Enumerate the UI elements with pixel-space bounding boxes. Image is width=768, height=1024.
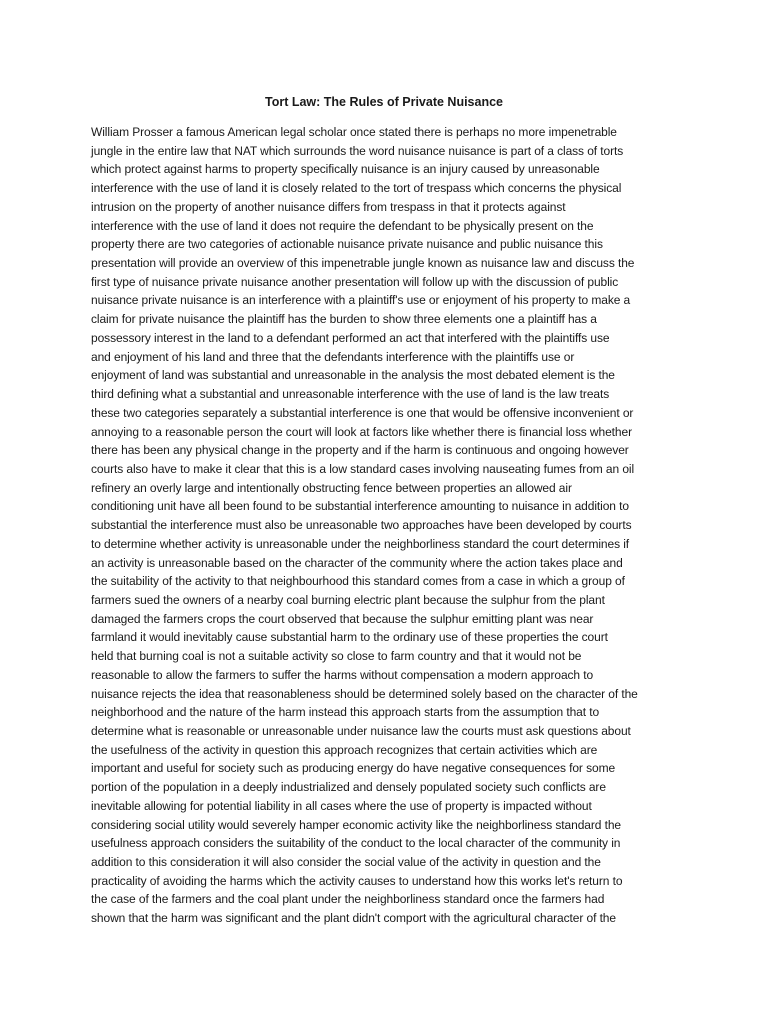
body-text-line: annoying to a reasonable person the court will look at factors like whether there is financial loss whether [91,424,632,439]
body-text-line: the case of the farmers and the coal plant under the neighborliness standard once the farmers had [91,892,605,907]
body-text-line: farmland it would inevitably cause substantial harm to the ordinary use of these properties the court [91,630,608,645]
body-text-line: and enjoyment of his land and three that the defendants interference with the plaintiffs use or [91,349,575,364]
body-text-line: portion of the population in a deeply industrialized and densely populated society such conflicts are [91,780,606,795]
body-text-line: enjoyment of land was substantial and unreasonable in the analysis the most debated element is the [91,368,615,383]
body-text-line: damaged the farmers crops the court observed that because the sulphur emitting plant was near [91,611,594,626]
body-text-line: considering social utility would severely hamper economic activity like the neighborliness standard the [91,817,622,832]
body-text-line: an activity is unreasonable based on the character of the community where the action takes place and [91,555,623,570]
body-text-line: courts also have to make it clear that this is a low standard cases involving nauseating fumes from an oil [91,461,635,476]
body-text-line: substantial the interference must also be unreasonable two approaches have been developed by courts [91,518,632,533]
body-text-line: inevitable allowing for potential liability in all cases where the use of property is impacted without [91,798,592,813]
body-text-line: important and useful for society such as producing energy do have negative consequences for some [91,761,616,776]
body-text-line: reasonable to allow the farmers to suffer the harms without compensation a modern approach to [91,667,594,682]
body-text-line: which protect against harms to property specifically nuisance is an injury caused by unreasonable [91,162,600,177]
body-text-line: possessory interest in the land to a defendant performed an act that interfered with the plaintiffs use [91,330,610,345]
body-text-line: William Prosser a famous American legal scholar once stated there is perhaps no more impenetrable [91,125,617,139]
body-text-line: neighborhood and the nature of the harm instead this approach starts from the assumption that to [91,705,600,720]
body-text-line: first type of nuisance private nuisance another presentation will follow up with the discussion of public [91,274,619,289]
body-text-line: there has been any physical change in the property and if the harm is continuous and ongoing however [91,443,629,458]
body-text-line: third defining what a substantial and unreasonable interference with the use of land is the law treats [91,387,610,402]
body-text-line: determine what is reasonable or unreasonable under nuisance law the courts must ask questions about [91,724,631,738]
body-text-line: jungle in the entire law that NAT which surrounds the word nuisance nuisance is part of a class of torts [91,143,624,158]
document-body [91,123,691,928]
body-text-line: the suitability of the activity to that neighbourhood this standard comes from a case in which a group of [91,574,625,589]
body-text-line: these two categories separately a substantial interference is one that would be offensive inconvenient or [91,405,634,420]
body-text-line: claim for private nuisance the plaintiff has the burden to show three elements one a plaintiff has a [91,312,597,327]
body-text-line: addition to this consideration it will also consider the social value of the activity in question and the [91,855,601,870]
body-text-line: refinery an overly large and intentionally obstructing fence between properties an allowed air [91,480,572,495]
body-text-line: to determine whether activity is unreasonable under the neighborliness standard the court determines if [91,536,630,551]
body-text-line: conditioning unit have all been found to be substantial interference amounting to nuisance in addition to [91,499,629,514]
body-text-line: interference with the use of land it does not require the defendant to be physically present on the [91,218,594,233]
body-text-line: shown that the harm was significant and the plant didn't comport with the agricultural character of the [91,911,616,926]
body-text-line: held that burning coal is not a suitable activity so close to farm country and that it would not be [91,649,582,664]
body-text-line: interference with the use of land it is closely related to the tort of trespass which concerns the physical [91,181,622,196]
body-text-line: property there are two categories of actionable nuisance private nuisance and public nuisance this [91,237,603,252]
body-text-line: the usefulness of the activity in question this approach recognizes that certain activities which are [91,742,598,757]
body-text-line: nuisance private nuisance is an interference with a plaintiff's use or enjoyment of his property to make a [91,293,631,308]
document-title: Tort Law: The Rules of Private Nuisance [264,95,503,109]
body-text-line: usefulness approach considers the suitability of the conduct to the local character of the community in [91,836,621,851]
body-text-line: nuisance rejects the idea that reasonableness should be determined solely based on the character of the [91,686,638,701]
body-text-line: intrusion on the property of another nuisance differs from trespass in that it protects against [91,199,566,214]
body-text-line: presentation will provide an overview of this impenetrable jungle known as nuisance law and discuss the [91,256,635,271]
body-text-line: practicality of avoiding the harms which the activity causes to understand how this works let's return to [91,873,623,888]
body-text-line: farmers sued the owners of a nearby coal burning electric plant because the sulphur from the plant [91,592,605,607]
